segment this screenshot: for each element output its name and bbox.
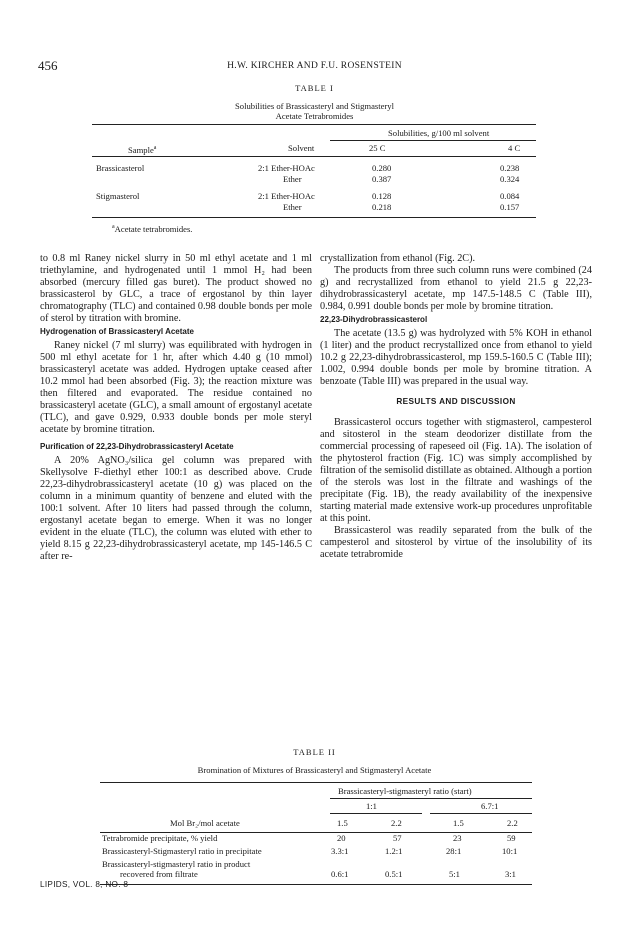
table1-footnote: [112, 224, 192, 234]
table1-col-solvent: Solvent: [288, 143, 315, 153]
table2-row-label: Brassicasteryl-Stigmasteryl ratio in precipitate: [102, 846, 262, 856]
paragraph: The products from three such column runs were combined (24 g) and recrystallized from ethanol to yield 21.5 g 22,23-dihydrobrassicasteryl acetate, mp 147.5-148.5 C (Table III), 0.984, 0.991 double bonds per mole by bromine titration.: [320, 265, 592, 312]
left-column: [40, 253, 312, 563]
table2-cell: 5:1: [449, 869, 460, 879]
table2-sub-header: 1:1: [366, 801, 377, 811]
table1-col-sample-sup: a: [153, 145, 157, 151]
table2-cell: 59: [507, 833, 516, 843]
table1-row-25c: 0.280: [372, 163, 392, 173]
table1-row-sample: Stigmasterol: [96, 191, 140, 201]
table2-row-label: Brassicasteryl-stigmasteryl ratio in product: [102, 859, 251, 869]
table2-top-rule: [100, 782, 532, 783]
table2-sub-header: 6.7:1: [481, 801, 499, 811]
paragraph: A 20% AgNO₃/silica gel column was prepared with Skellysolve F-diethyl ether 100:1 as described above. Crude 22,23-dihydrobrassicasteryl acetate (10 g) was placed on the column in a minimum quantity of benzene and eluted with the 100:1 solvent. After 10 liters had passed through the column, ergostanyl acetate began to emerge. When it was no longer evident in the eluate (TLC), the column was eluted with ether to yield 8.15 g 22,23-dihydrobrassicasteryl acetate, mp 145-146.5 C after re-: [40, 455, 312, 562]
table1-row-solvent: 2:1 Ether-HOAc: [258, 191, 315, 201]
table1-row-sample: Brassicasterol: [96, 163, 145, 173]
table2-col-header: 2.2: [507, 818, 518, 828]
right-column: [320, 253, 592, 561]
table1-col-sample: [128, 143, 156, 155]
table2-label: TABLE II: [293, 747, 336, 757]
table2-cell: 0.6:1: [331, 869, 349, 879]
table2-row-label-cont: recovered from filtrate: [120, 869, 198, 879]
table2-col-header: 1.5: [453, 818, 464, 828]
table1-row-25c: 0.387: [372, 174, 392, 184]
table1-row-25c: 0.128: [372, 191, 392, 201]
table1-row-4c: 0.157: [500, 202, 520, 212]
table1-row-4c: 0.324: [500, 174, 520, 184]
table1-col-4c: 4 C: [508, 143, 521, 153]
table1-row-solvent: Ether: [283, 174, 302, 184]
paragraph: to 0.8 ml Raney nickel slurry in 50 ml ethyl acetate and 1 ml triethylamine, and hydrogenated until 1 mmol H₂ had been absorbed (mercury filled gas buret). The product showed no brassicasterol by GLC, a trace of ergostanol by thin layer chromatography (TLC) and contained 0.98 double bonds per mole of sterol by titration with bromine.: [40, 253, 312, 324]
table1-row-solvent: 2:1 Ether-HOAc: [258, 163, 315, 173]
table1-col-sample-text: Sample: [128, 144, 154, 155]
table2-sub-rule: [430, 813, 532, 814]
table1-footnote-sup: a: [112, 224, 115, 231]
table1-caption-line1: Solubilities of Brassicasteryl and Stigmasteryl: [235, 101, 394, 111]
table1-group-header: Solubilities, g/100 ml solvent: [388, 128, 490, 138]
table1-header-rule: [92, 156, 536, 157]
table2-col-header: 1.5: [337, 818, 348, 828]
table2-group-header: Brassicasteryl-stigmasteryl ratio (start): [338, 786, 472, 796]
table1-row-4c: 0.238: [500, 163, 520, 173]
section-heading: RESULTS AND DISCUSSION: [396, 397, 516, 406]
journal-footer: LIPIDS, VOL. 8, NO. 8: [40, 880, 129, 889]
table1-row-solvent: Ether: [283, 202, 302, 212]
table2-cell: 57: [393, 833, 402, 843]
paragraph: The acetate (13.5 g) was hydrolyzed with 5% KOH in ethanol (1 liter) and the product recrystallized once from ethanol to yield 10.2 g 22,23-dihydrobrassicasterol, mp 159.5-160.5 C (Table III); 1.002, 0.994 double bonds per mole by bromine titration. A benzoate (Table III) was prepared in the usual way.: [320, 328, 592, 387]
table1-row-25c: 0.218: [372, 202, 392, 212]
subsection-heading: Hydrogenation of Brassicasteryl Acetate: [40, 327, 194, 336]
paragraph: Brassicasterol occurs together with stigmasterol, campesterol and sitosterol in the steam deodorizer distillate from the commercial processing of rapeseed oil (Fig. 1A). The isolation of the phytosterol fraction (Fig. 1C) was simply accomplished by filtration of the semisolid distillate as obtained. Although a portion of the sterols was lost in the filtrate and washings of the precipitate (Fig. 1B), the ready availability of the inexpensive starting material made extensive work-up procedures unprofitable at this point.: [320, 417, 592, 524]
table2-cell: 28:1: [446, 846, 462, 856]
table1-caption: [0, 101, 629, 121]
table1-top-rule: [92, 124, 536, 125]
table2-cell: 1.2:1: [385, 846, 403, 856]
table1-col-25c: 25 C: [369, 143, 386, 153]
table2-col-header: 2.2: [391, 818, 402, 828]
table2-sub-rule: [330, 813, 422, 814]
table2-bottom-rule: [100, 884, 532, 885]
subsection-heading: 22,23-Dihydrobrassicasterol: [320, 315, 428, 324]
table2-row-label: Tetrabromide precipitate, % yield: [102, 833, 218, 843]
table1-caption-line2: Acetate Tetrabromides: [275, 111, 354, 121]
paragraph: Brassicasterol was readily separated from the bulk of the campesterol and sitosterol by virtue of the insolubility of its acetate tetrabromide: [320, 525, 592, 560]
table2-cell: 0.5:1: [385, 869, 403, 879]
table1-footnote-text: Acetate tetrabromides.: [114, 224, 193, 234]
running-head: H.W. KIRCHER AND F.U. ROSENSTEIN: [227, 61, 402, 71]
table1-row-4c: 0.084: [500, 191, 520, 201]
table1-bottom-rule: [92, 217, 536, 218]
table1-group-rule: [330, 140, 536, 141]
table2-group-rule: [330, 798, 532, 799]
page-number: 456: [38, 58, 58, 73]
table2-cell: 10:1: [502, 846, 518, 856]
table1-label: TABLE I: [295, 83, 334, 93]
table2-cell: 20: [337, 833, 346, 843]
table2-row-header-label: Mol Br₂/mol acetate: [170, 818, 240, 828]
table2-cell: 3:1: [505, 869, 516, 879]
table2-caption: Bromination of Mixtures of Brassicasteryl and Stigmasteryl Acetate: [197, 765, 432, 775]
subsection-heading: Purification of 22,23-Dihydrobrassicasteryl Acetate: [40, 442, 234, 451]
paragraph: crystallization from ethanol (Fig. 2C).: [320, 253, 476, 264]
table2-cell: 23: [453, 833, 462, 843]
table2-cell: 3.3:1: [331, 846, 349, 856]
paragraph: Raney nickel (7 ml slurry) was equilibrated with hydrogen in 500 ml ethyl acetate for 1 hr, after which 4.40 g (10 mmol) brassicasteryl acetate was added. Hydrogen uptake ceased after 10.2 mmol had been absorbed (Fig. 3); the reaction mixture was then filtered and evaporated. The residue contained no brassicasteryl acetate (GLC), a small amount of ergostanyl acetate (TLC), and gave 0.929, 0.933 double bonds per mole steryl acetate by bromine titration.: [40, 340, 312, 435]
